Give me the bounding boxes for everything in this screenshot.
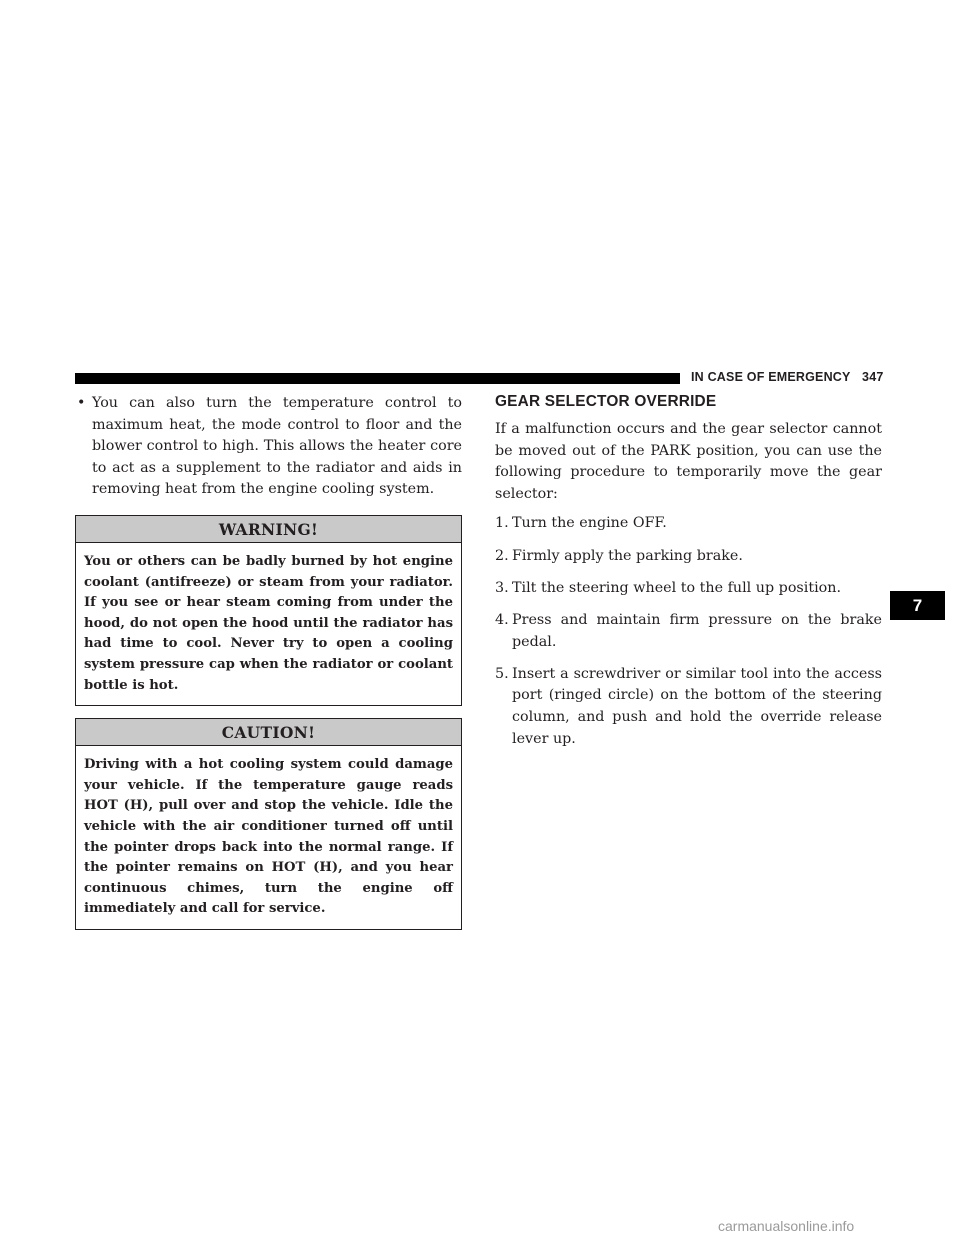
bullet-icon: • (77, 395, 86, 411)
section-title: GEAR SELECTOR OVERRIDE (495, 393, 717, 410)
left-column (75, 393, 462, 930)
running-header (691, 370, 884, 384)
intro-paragraph: If a malfunction occurs and the gear selector cannot be moved out of the PARK position, you can use the following procedure to temporarily move the gear selector: (495, 421, 882, 502)
warning-text: You or others can be badly burned by hot engine coolant (antifreeze) or steam from your radiator. If you see or hear steam coming from under the hood, do not open the hood until the radiator has had time to cool. Never try to open a cooling system pressure cap when the radiator or coolant bottle is hot. (84, 553, 453, 693)
step-number: 2. (495, 547, 509, 564)
step-text: Insert a screwdriver or similar tool into the access port (ringed circle) on the bottom of the steering column, and push and hold the override release lever up. (512, 665, 882, 747)
page-number: 347 (862, 370, 884, 384)
step-text: Tilt the steering wheel to the full up position. (512, 579, 842, 596)
procedure-steps (495, 513, 882, 750)
step-text: Turn the engine OFF. (512, 515, 667, 532)
header-title: IN CASE OF EMERGENCY (691, 370, 851, 384)
step-item (495, 546, 882, 568)
right-column (495, 393, 882, 761)
step-item (495, 610, 882, 653)
step-item (495, 513, 882, 535)
step-number: 5. (495, 665, 509, 682)
caution-title: CAUTION! (76, 719, 461, 746)
step-item (495, 664, 882, 750)
warning-title: WARNING! (76, 516, 461, 543)
warning-box (75, 515, 462, 706)
step-number: 3. (495, 579, 509, 596)
bullet-item (75, 393, 462, 501)
step-item (495, 578, 882, 600)
caution-text: Driving with a hot cooling system could damage your vehicle. If the temperature gauge reads HOT (H), pull over and stop the vehicle. Idle the vehicle with the air conditioner turned off until the pointer drops back into the normal range. If the pointer remains on HOT (H), and you hear continuous chimes, turn the engine off immediately and call for service. (84, 757, 453, 917)
bullet-text: You can also turn the temperature control to maximum heat, the mode control to floor and the blower control to high. This allows the heater core to act as a supplement to the radiator and aids in removing heat from the engine cooling system. (92, 395, 462, 498)
header-rule (75, 373, 680, 384)
chapter-tab: 7 (890, 591, 945, 620)
step-text: Press and maintain firm pressure on the brake pedal. (512, 611, 882, 650)
step-number: 1. (495, 515, 509, 532)
caution-box (75, 718, 462, 930)
watermark-text: carmanualsonline.info (718, 1218, 855, 1234)
step-text: Firmly apply the parking brake. (512, 547, 743, 564)
step-number: 4. (495, 611, 509, 628)
